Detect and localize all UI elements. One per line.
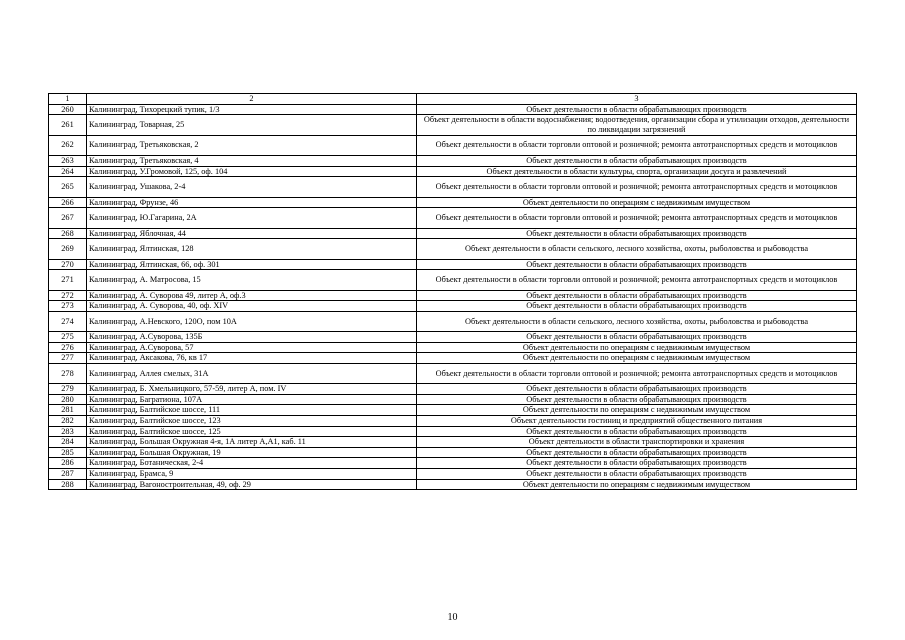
table-row (49, 155, 857, 166)
table-row (49, 166, 857, 177)
table-row (49, 301, 857, 312)
row-address: Калининград, Ялтинская, 128 (87, 239, 417, 259)
row-object-type: Объект деятельности в области торговли оптовой и розничной; ремонта автотранспортных средств и мотоциклов (417, 177, 857, 197)
row-object-type: Объект деятельности по операциям с недвижимым имуществом (417, 479, 857, 490)
table-row (49, 115, 857, 135)
row-object-type: Объект деятельности в области торговли оптовой и розничной; ремонта автотранспортных средств и мотоциклов (417, 270, 857, 290)
row-object-type: Объект деятельности в области обрабатывающих производств (417, 447, 857, 458)
table-row (49, 405, 857, 416)
row-object-type: Объект деятельности в области обрабатывающих производств (417, 155, 857, 166)
row-number: 262 (49, 135, 87, 155)
row-number: 281 (49, 405, 87, 416)
table-row (49, 416, 857, 427)
row-object-type: Объект деятельности в области обрабатывающих производств (417, 290, 857, 301)
row-object-type: Объект деятельности гостиниц и предприятий общественного питания (417, 416, 857, 427)
row-number: 286 (49, 458, 87, 469)
row-number: 266 (49, 197, 87, 208)
row-object-type: Объект деятельности по операциям с недвижимым имуществом (417, 197, 857, 208)
row-number: 275 (49, 332, 87, 343)
table-row (49, 135, 857, 155)
row-address: Калининград, Большая Окружная, 19 (87, 447, 417, 458)
row-address: Калининград, Б. Хмельницкого, 57-59, литер А, пом. IV (87, 384, 417, 395)
table-row (49, 259, 857, 270)
table-row (49, 290, 857, 301)
row-object-type: Объект деятельности по операциям с недвижимым имуществом (417, 342, 857, 353)
row-number: 284 (49, 437, 87, 448)
row-number: 267 (49, 208, 87, 228)
table-row (49, 208, 857, 228)
row-address: Калининград, Ю.Гагарина, 2А (87, 208, 417, 228)
row-object-type: Объект деятельности в области торговли оптовой и розничной; ремонта автотранспортных средств и мотоциклов (417, 363, 857, 383)
row-object-type: Объект деятельности по операциям с недвижимым имуществом (417, 353, 857, 364)
row-object-type: Объект деятельности в области торговли оптовой и розничной; ремонта автотранспортных средств и мотоциклов (417, 208, 857, 228)
row-number: 278 (49, 363, 87, 383)
table-row (49, 104, 857, 115)
row-number: 273 (49, 301, 87, 312)
row-address: Калининград, Вагоностроительная, 49, оф. 29 (87, 479, 417, 490)
table-row (49, 363, 857, 383)
row-object-type: Объект деятельности в области сельского, лесного хозяйства, охоты, рыболовства и рыбоводства (417, 311, 857, 331)
row-number: 282 (49, 416, 87, 427)
row-number: 288 (49, 479, 87, 490)
row-object-type: Объект деятельности в области обрабатывающих производств (417, 259, 857, 270)
row-number: 276 (49, 342, 87, 353)
column-header-number: 1 (49, 94, 87, 105)
row-address: Калининград, А.Невского, 120О, пом 10А (87, 311, 417, 331)
table-row (49, 239, 857, 259)
row-address: Калининград, А.Суворова, 57 (87, 342, 417, 353)
row-address: Калининград, Третьяковская, 2 (87, 135, 417, 155)
row-object-type: Объект деятельности в области транспортировки и хранения (417, 437, 857, 448)
table-row (49, 384, 857, 395)
row-number: 260 (49, 104, 87, 115)
row-number: 280 (49, 394, 87, 405)
row-number: 270 (49, 259, 87, 270)
row-address: Калининград, А.Суворова, 135Б (87, 332, 417, 343)
row-address: Калининград, Третьяковская, 4 (87, 155, 417, 166)
row-address: Калининград, Тихорецкий тупик, 1/3 (87, 104, 417, 115)
table-row (49, 228, 857, 239)
row-object-type: Объект деятельности в области обрабатывающих производств (417, 104, 857, 115)
row-address: Калининград, Фрунзе, 46 (87, 197, 417, 208)
row-object-type: Объект деятельности в области обрабатывающих производств (417, 384, 857, 395)
row-number: 287 (49, 469, 87, 480)
table-row (49, 177, 857, 197)
row-address: Калининград, Аллея смелых, 31А (87, 363, 417, 383)
row-address: Калининград, Большая Окружная 4-я, 1А литер А,А1, каб. 11 (87, 437, 417, 448)
row-number: 265 (49, 177, 87, 197)
row-object-type: Объект деятельности в области водоснабжения; водоотведения, организации сбора и утилизации отходов, деятельности по ликвидации загрязнений (417, 115, 857, 135)
table-row (49, 311, 857, 331)
row-number: 274 (49, 311, 87, 331)
row-address: Калининград, Балтийское шоссе, 123 (87, 416, 417, 427)
row-number: 261 (49, 115, 87, 135)
row-object-type: Объект деятельности в области обрабатывающих производств (417, 394, 857, 405)
row-object-type: Объект деятельности в области обрабатывающих производств (417, 426, 857, 437)
row-object-type: Объект деятельности по операциям с недвижимым имуществом (417, 405, 857, 416)
row-object-type: Объект деятельности в области обрабатывающих производств (417, 301, 857, 312)
row-address: Калининград, А. Суворова, 40, оф. XIV (87, 301, 417, 312)
row-number: 271 (49, 270, 87, 290)
row-address: Калининград, Балтийское шоссе, 111 (87, 405, 417, 416)
row-number: 285 (49, 447, 87, 458)
row-object-type: Объект деятельности в области торговли оптовой и розничной; ремонта автотранспортных средств и мотоциклов (417, 135, 857, 155)
table-row (49, 426, 857, 437)
row-number: 283 (49, 426, 87, 437)
table-row (49, 197, 857, 208)
table-row (49, 342, 857, 353)
row-number: 269 (49, 239, 87, 259)
table-row (49, 353, 857, 364)
row-address: Калининград, А. Матросова, 15 (87, 270, 417, 290)
row-number: 272 (49, 290, 87, 301)
row-address: Калининград, А. Суворова 49, литер А, оф.3 (87, 290, 417, 301)
objects-table (48, 93, 857, 490)
row-address: Калининград, Яблочная, 44 (87, 228, 417, 239)
row-object-type: Объект деятельности в области культуры, спорта, организации досуга и развлечений (417, 166, 857, 177)
table-row (49, 332, 857, 343)
row-address: Калининград, Брамса, 9 (87, 469, 417, 480)
row-object-type: Объект деятельности в области обрабатывающих производств (417, 458, 857, 469)
row-number: 277 (49, 353, 87, 364)
page-number: 10 (447, 612, 458, 623)
row-number: 279 (49, 384, 87, 395)
table-row (49, 270, 857, 290)
column-header-address: 2 (87, 94, 417, 105)
row-number: 263 (49, 155, 87, 166)
table-row (49, 458, 857, 469)
table-row (49, 479, 857, 490)
table-header-row (49, 94, 857, 105)
row-address: Калининград, Ботаническая, 2-4 (87, 458, 417, 469)
row-object-type: Объект деятельности в области обрабатывающих производств (417, 228, 857, 239)
table-row (49, 469, 857, 480)
column-header-object: 3 (417, 94, 857, 105)
row-address: Калининград, Товарная, 25 (87, 115, 417, 135)
table-body (49, 104, 857, 490)
row-object-type: Объект деятельности в области сельского, лесного хозяйства, охоты, рыболовства и рыбоводства (417, 239, 857, 259)
table-row (49, 447, 857, 458)
row-number: 268 (49, 228, 87, 239)
row-object-type: Объект деятельности в области обрабатывающих производств (417, 469, 857, 480)
row-address: Калининград, Аксакова, 76, кв 17 (87, 353, 417, 364)
row-address: Калининград, Ушакова, 2-4 (87, 177, 417, 197)
table-row (49, 437, 857, 448)
row-address: Калининград, Ялтинская, 66, оф. 301 (87, 259, 417, 270)
row-number: 264 (49, 166, 87, 177)
row-address: Калининград, У.Громовой, 125, оф. 104 (87, 166, 417, 177)
row-address: Калининград, Багратиона, 107А (87, 394, 417, 405)
row-object-type: Объект деятельности в области обрабатывающих производств (417, 332, 857, 343)
row-address: Калининград, Балтийское шоссе, 125 (87, 426, 417, 437)
table-row (49, 394, 857, 405)
